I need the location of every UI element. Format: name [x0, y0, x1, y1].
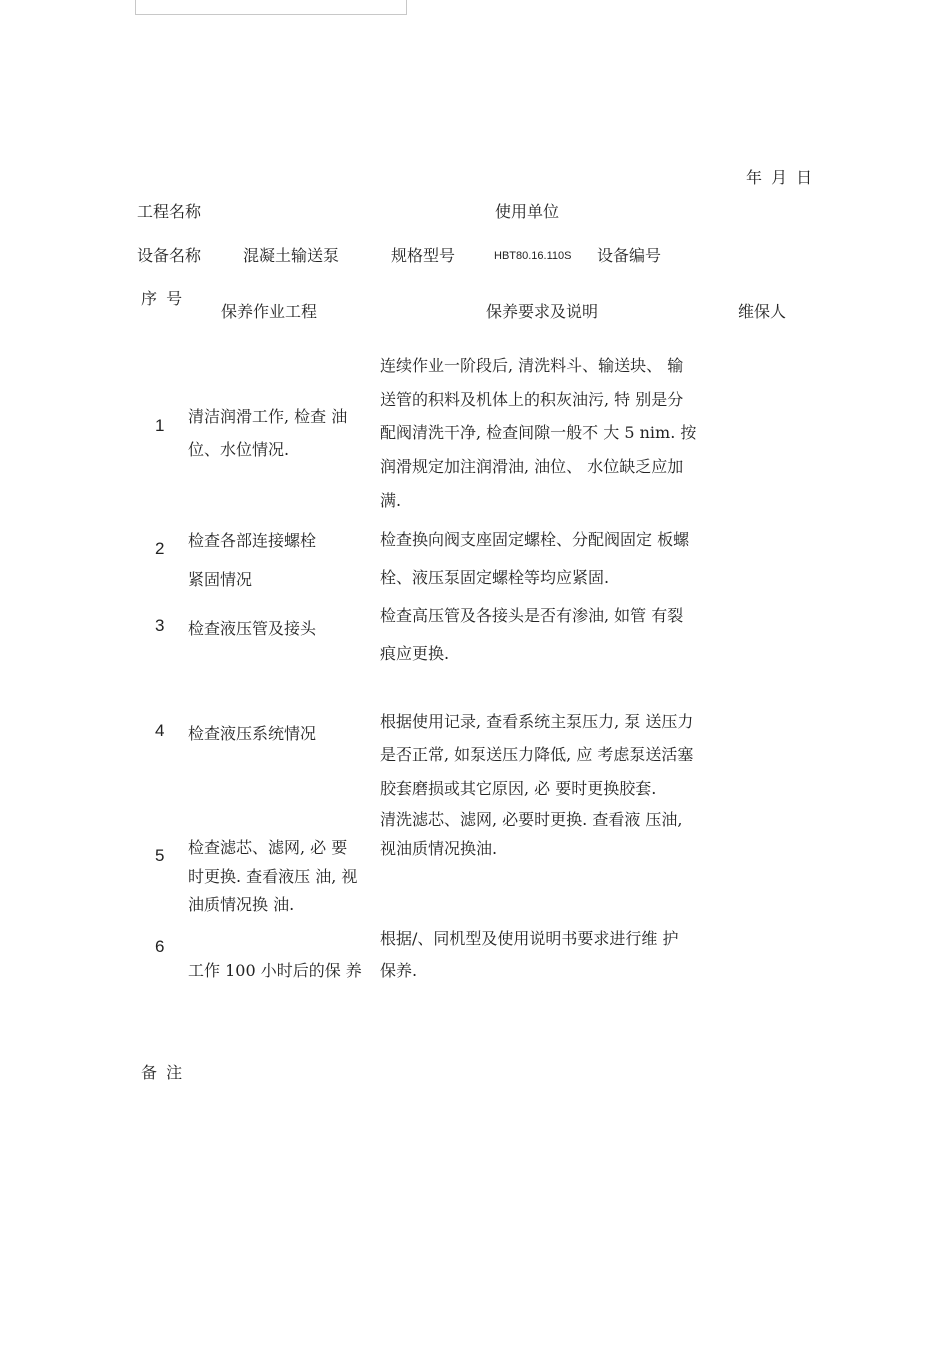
row-5-item-line-2: 时更换. 查看液压 油, 视 [188, 867, 358, 886]
row-1-item-line-2: 位、水位情况. [188, 440, 290, 459]
row-2-req-line-2: 栓、液压泵固定螺栓等均应紧固. [380, 568, 610, 587]
row-1-req-line-2: 送管的积料及机体上的积灰油污, 特 别是分 [380, 390, 684, 409]
row-5-no: 5 [155, 846, 165, 865]
row-2-item-line-2: 紧固情况 [188, 570, 253, 589]
top-form-box [135, 0, 407, 15]
project-name-label: 工程名称 [137, 202, 202, 221]
row-6-req-line-1: 根据/、同机型及使用说明书要求进行维 护 [380, 929, 679, 948]
row-3-req-line-1: 检查高压管及各接头是否有渗油, 如管 有裂 [380, 606, 684, 625]
row-4-req-line-2: 是否正常, 如泵送压力降低, 应 考虑泵送活塞 [380, 745, 694, 764]
row-4-item-line-1: 检查液压系统情况 [188, 724, 317, 743]
col-header-no: 序 号 [141, 289, 185, 308]
row-4-req-line-1: 根据使用记录, 查看系统主泵压力, 泵 送压力 [380, 712, 694, 731]
row-5-item-line-1: 检查滤芯、滤网, 必 要 [188, 838, 348, 857]
remarks-label: 备 注 [141, 1063, 185, 1082]
row-1-req-line-4: 润滑规定加注润滑油, 油位、 水位缺乏应加 [380, 457, 684, 476]
row-3-item-line-1: 检查液压管及接头 [188, 619, 317, 638]
row-1-req-line-3: 配阀清洗干净, 检查间隙一般不 大 5 nim. 按 [380, 423, 697, 442]
device-name-label: 设备名称 [137, 246, 202, 265]
row-6-item-line-1: 工作 100 小时后的保 养 [188, 961, 362, 980]
model-value: HBT80.16.110S [494, 250, 572, 262]
row-4-req-line-3: 胶套磨损或其它原因, 必 要时更换胶套. [380, 779, 657, 798]
col-header-person: 维保人 [738, 302, 787, 321]
row-5-req-line-2: 视油质情况换油. [380, 839, 498, 858]
row-3-req-line-2: 痕应更换. [380, 644, 450, 663]
device-no-label: 设备编号 [597, 246, 662, 265]
date-label: 年 月 日 [746, 168, 815, 187]
row-2-no: 2 [155, 539, 165, 558]
row-6-req-line-2: 保养. [380, 961, 418, 980]
row-3-no: 3 [155, 616, 165, 635]
row-1-req-line-1: 连续作业一阶段后, 清洗料斗、输送块、 输 [380, 356, 684, 375]
row-1-no: 1 [155, 416, 165, 435]
row-1-item-line-1: 清洁润滑工作, 检查 油 [188, 407, 348, 426]
device-name-value: 混凝土输送泵 [243, 246, 340, 265]
row-2-item-line-1: 检查各部连接螺栓 [188, 531, 317, 550]
row-1-req-line-5: 满. [380, 491, 402, 510]
row-5-req-line-1: 清洗滤芯、滤网, 必要时更换. 查看液 压油, [380, 810, 683, 829]
col-header-item: 保养作业工程 [221, 302, 318, 321]
model-label: 规格型号 [391, 246, 456, 265]
row-6-no: 6 [155, 937, 165, 956]
use-unit-label: 使用单位 [495, 202, 560, 221]
row-2-req-line-1: 检查换向阀支座固定螺栓、分配阀固定 板螺 [380, 530, 690, 549]
row-4-no: 4 [155, 721, 165, 740]
row-5-item-line-3: 油质情况换 油. [188, 895, 295, 914]
col-header-requirement: 保养要求及说明 [486, 302, 599, 321]
